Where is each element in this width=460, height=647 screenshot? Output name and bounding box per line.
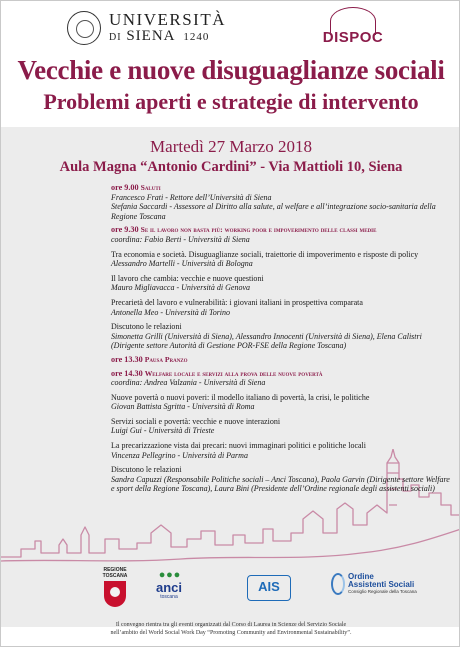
oas-line2: Assistenti Sociali <box>348 580 415 589</box>
discussion <box>111 465 451 494</box>
talk-topic: Servizi sociali e povertà: vecchie e nuove interazioni <box>111 416 281 426</box>
talk-topic: Il lavoro che cambia: vecchie e nuove questioni <box>111 273 264 283</box>
footer-line2: nell’ambito del World Social Work Day “Promoting Community and Environmental Sustainability”. <box>110 629 352 636</box>
talk-item <box>111 298 451 317</box>
session-title: Welfare locale e servizi alla prova delle nuove povertà <box>144 368 323 378</box>
university-name-di: DI <box>109 32 122 44</box>
ais-logo: AIS <box>247 575 291 601</box>
oas-line1: Ordine <box>348 572 374 581</box>
talk-topic: Nuove povertà o nuovi poveri: il modello italiano di povertà, la crisi, le politiche <box>111 392 370 402</box>
session-title: Saluti <box>140 183 161 192</box>
talk-speaker: Antonella Meo - Università di Torino <box>111 307 231 317</box>
regione-label: REGIONE <box>103 567 127 573</box>
anci-label: anci <box>155 580 182 595</box>
talk-speaker: Mauro Migliavacca - Università di Genova <box>111 283 251 293</box>
oas-line3: Consiglio Regionale della Toscana <box>348 589 417 594</box>
session-time: ore 9.30 <box>111 225 139 235</box>
session-coordinator: coordina: Fabio Berti - Università di Siena <box>111 234 250 244</box>
talk-speaker: Luigi Gui - Università di Trieste <box>111 426 215 436</box>
talk-speaker: Alessandro Martelli - Università di Bologna <box>111 259 253 269</box>
event-date: Martedì 27 Marzo 2018 <box>150 137 312 156</box>
university-logo <box>67 11 226 45</box>
discussion-participants: Sandra Capuzzi (Responsabile Politiche sociali – Anci Toscana), Paola Garvin (Dirigente settore Welfare e sport della Regione Toscana), Laura Bini (Presidente dell’Ordine regionale degli assistenti sociali) <box>111 474 450 494</box>
subtitle: Problemi aperti e strategie di intervento <box>43 89 419 114</box>
regione-toscana-logo <box>97 567 133 607</box>
session-coordinator: coordina: Andrea Valzania - Università di Siena <box>111 378 266 388</box>
discussion-label: Discutono le relazioni <box>111 465 182 475</box>
oas-mark-icon <box>331 573 345 595</box>
speaker-line: Francesco Frati - Rettore dell’Università di Siena <box>111 192 272 202</box>
session-lunch <box>111 355 451 365</box>
talk-item <box>111 393 451 412</box>
talk-topic: Tra economia e società. Disuguaglianze sociali, traiettorie di impoverimento e risposte di policy <box>111 249 419 259</box>
talk-speaker: Giovan Battista Sgritta - Università di Roma <box>111 402 255 412</box>
university-name-siena: SIENA <box>126 28 175 45</box>
session-time: ore 9.00 <box>111 183 139 192</box>
session-time: ore 13.30 <box>111 354 143 364</box>
anci-logo <box>149 569 189 600</box>
talk-topic: Precarietà del lavoro e vulnerabilità: i giovani italiani in prospettiva comparata <box>111 297 363 307</box>
dispoc-logo <box>313 7 393 46</box>
event-venue: Aula Magna “Antonio Cardini” - Via Mattioli 10, Siena <box>59 159 403 175</box>
session-title: Pausa Pranzo <box>144 354 188 364</box>
anci-sub-label: toscana <box>160 594 178 600</box>
session-title: Se il lavoro non basta più: working poor e impoverimento delle classi medie <box>140 225 377 235</box>
session-afternoon <box>111 369 451 495</box>
session-saluti <box>111 183 451 221</box>
university-seal-icon <box>67 11 101 45</box>
sponsor-logos <box>1 567 460 621</box>
talk-item <box>111 250 451 269</box>
footer-note <box>1 622 460 637</box>
session-time: ore 14.30 <box>111 368 143 378</box>
university-year: 1240 <box>183 31 210 44</box>
toscana-label: TOSCANA <box>102 573 128 579</box>
talk-topic: La precarizzazione vista dai precari: nuovi immaginari politici e politiche locali <box>111 441 367 451</box>
talk-speaker: Vincenza Pellegrino - Università di Parma <box>111 450 248 460</box>
speaker-line: Stefania Saccardi - Assessore al Diritto alla salute, al welfare e all’integrazione socio-sanitaria della Regione Toscana <box>111 202 436 221</box>
university-name-line1: UNIVERSITÀ <box>109 10 226 30</box>
footer-line1: Il convegno rientra tra gli eventi organizzati dal Corso di Laurea in Scienze del Servizio Sociale <box>115 622 347 628</box>
program <box>111 183 451 498</box>
discussion-label: Discutono le relazioni <box>111 322 182 332</box>
session-morning <box>111 225 451 351</box>
talk-item <box>111 274 451 293</box>
dispoc-label: DISPOC <box>322 29 384 46</box>
ordine-assistenti-sociali-logo <box>331 573 431 595</box>
anci-dots-icon: ● ● ● <box>158 569 180 581</box>
talk-item <box>111 417 451 436</box>
regione-shield-icon <box>104 581 126 607</box>
talk-item <box>111 441 451 460</box>
main-title: Vecchie e nuove disuguaglianze sociali <box>17 55 445 85</box>
discussion-participants: Simonetta Grilli (Università di Siena), Alessandro Innocenti (Università di Siena), Elena Calistri (Dirigente settore Autorità di Gestione POR-FSE della Regione Toscana) <box>111 331 422 351</box>
discussion <box>111 322 451 351</box>
